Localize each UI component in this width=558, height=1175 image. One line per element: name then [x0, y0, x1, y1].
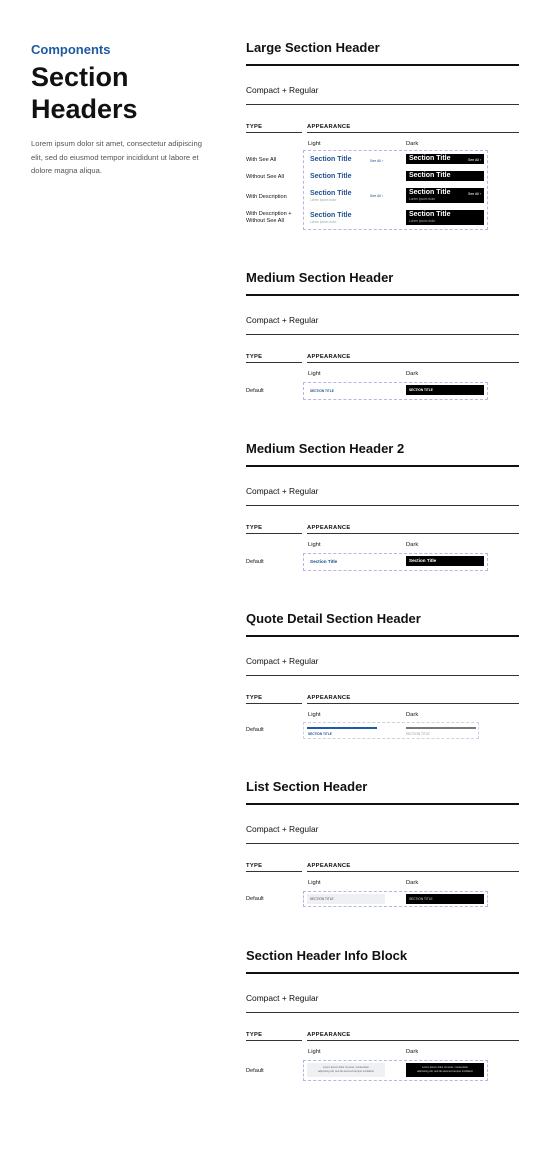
light-section-title: SECTION TITLE — [310, 389, 334, 393]
light-section-title: Section Title — [310, 559, 338, 564]
dark-label: Dark — [406, 712, 419, 718]
info-line: Lorem ipsum dolor sit amet, consectetur — [421, 1066, 469, 1069]
section-title: Large Section Header — [246, 40, 380, 55]
dark-section-title: SECTION TITLE — [406, 732, 430, 736]
page-title-line2: Headers — [31, 94, 138, 124]
dark-sample — [406, 894, 484, 904]
description-text: Lorem ipsum dolor — [409, 197, 436, 201]
dark-section-title: Section Title — [409, 172, 451, 179]
divider — [246, 334, 519, 335]
appearance-header: APPEARANCE — [307, 124, 351, 130]
dark-accent-bar — [406, 727, 476, 729]
light-section-title: Section Title — [310, 212, 352, 219]
dark-label: Dark — [406, 880, 419, 886]
light-sample — [310, 190, 352, 202]
light-label: Light — [308, 141, 321, 147]
light-label: Light — [308, 371, 321, 377]
divider — [246, 465, 519, 467]
row-label: With Description — [246, 194, 287, 200]
divider — [307, 533, 519, 534]
divider — [246, 843, 519, 844]
light-section-title: SECTION TITLE — [308, 732, 332, 736]
row-label: Default — [246, 896, 264, 902]
row-label: Default — [246, 727, 264, 733]
divider — [246, 871, 302, 872]
dark-section-title: SECTION TITLE — [409, 897, 433, 901]
section-quote-detail — [246, 611, 519, 743]
divider — [246, 635, 519, 637]
section-large — [246, 40, 519, 230]
row-label: With Description + Without See All — [246, 211, 292, 224]
section-subtitle: Compact + Regular — [246, 656, 319, 666]
section-title: List Section Header — [246, 779, 368, 794]
light-sample — [310, 212, 352, 224]
info-line: adipiscing elit, sed do eiusmod tempor incididunt — [318, 1069, 374, 1073]
section-title: Section Header Info Block — [246, 948, 408, 963]
divider — [307, 362, 519, 363]
light-label: Light — [308, 712, 321, 718]
description-text: Lorem ipsum dolor — [310, 198, 337, 202]
dark-sample — [406, 188, 484, 203]
preview-frame — [303, 722, 479, 739]
eyebrow-label: Components — [31, 42, 111, 57]
light-label: Light — [308, 1049, 321, 1055]
appearance-header: APPEARANCE — [307, 863, 351, 869]
divider — [246, 132, 302, 133]
type-header: TYPE — [246, 1032, 263, 1038]
divider — [246, 675, 519, 676]
section-subtitle: Compact + Regular — [246, 486, 319, 496]
dark-title-group — [409, 211, 451, 223]
divider — [246, 803, 519, 805]
dark-section-title: Section Title — [409, 155, 451, 162]
row-label: With See All — [246, 157, 277, 163]
see-all-link[interactable]: See All › — [468, 158, 482, 162]
section-info-block — [246, 948, 519, 1083]
description-text: Lorem ipsum dolor — [310, 220, 337, 224]
see-all-link[interactable]: See All › — [468, 192, 482, 196]
row-label: Without See All — [246, 174, 284, 180]
section-subtitle: Compact + Regular — [246, 85, 319, 95]
page-title-line1: Section — [31, 62, 129, 92]
light-label: Light — [308, 880, 321, 886]
divider — [246, 533, 302, 534]
divider — [246, 505, 519, 506]
divider — [307, 132, 519, 133]
section-medium — [246, 270, 519, 402]
light-sample — [307, 894, 385, 904]
section-title: Medium Section Header 2 — [246, 441, 405, 456]
divider — [246, 703, 302, 704]
intro-description: Lorem ipsum dolor sit amet, consectetur adipiscing elit, sed do eiusmod tempor incididunt ut labore et dolore magna aliqua. — [31, 139, 202, 175]
appearance-header: APPEARANCE — [307, 695, 351, 701]
section-subtitle: Compact + Regular — [246, 824, 319, 834]
dark-section-title: Section Title — [409, 189, 451, 196]
section-subtitle: Compact + Regular — [246, 315, 319, 325]
info-line: Lorem ipsum dolor sit amet, consectetur — [322, 1066, 370, 1069]
section-title: Quote Detail Section Header — [246, 611, 421, 626]
info-line: adipiscing elit, sed do eiusmod tempor incididunt — [417, 1069, 473, 1073]
dark-sample — [406, 171, 484, 181]
light-info-block — [307, 1063, 385, 1077]
type-header: TYPE — [246, 695, 263, 701]
light-accent-bar — [307, 727, 377, 729]
divider — [246, 362, 302, 363]
type-header: TYPE — [246, 863, 263, 869]
divider — [307, 703, 519, 704]
light-label: Light — [308, 542, 321, 548]
divider — [246, 972, 519, 974]
dark-label: Dark — [406, 542, 419, 548]
dark-sample — [406, 210, 484, 225]
dark-info-block — [406, 1063, 484, 1077]
section-medium-2 — [246, 441, 519, 573]
type-header: TYPE — [246, 525, 263, 531]
dark-title-group — [409, 189, 451, 201]
dark-sample — [406, 154, 484, 164]
type-header: TYPE — [246, 124, 263, 130]
see-all-link[interactable]: See All › — [370, 194, 384, 198]
dark-section-title: SECTION TITLE — [409, 388, 433, 392]
section-list — [246, 779, 519, 911]
divider — [246, 294, 519, 296]
dark-section-title: Section Title — [409, 211, 451, 218]
see-all-link[interactable]: See All › — [370, 159, 384, 163]
dark-sample — [406, 385, 484, 395]
intro-panel — [31, 42, 211, 178]
divider — [246, 104, 519, 105]
divider — [307, 1040, 519, 1041]
row-label: Default — [246, 1068, 264, 1074]
dark-label: Dark — [406, 141, 419, 147]
section-title: Medium Section Header — [246, 270, 394, 285]
type-header: TYPE — [246, 354, 263, 360]
light-section-title: Section Title — [310, 156, 352, 163]
light-section-title: Section Title — [310, 190, 352, 197]
divider — [246, 1012, 519, 1013]
appearance-header: APPEARANCE — [307, 525, 351, 531]
appearance-header: APPEARANCE — [307, 1032, 351, 1038]
light-section-title: SECTION TITLE — [310, 897, 334, 901]
section-subtitle: Compact + Regular — [246, 993, 319, 1003]
light-section-title: Section Title — [310, 173, 352, 180]
page-title — [31, 61, 211, 125]
row-label: Default — [246, 388, 264, 394]
dark-label: Dark — [406, 371, 419, 377]
divider — [307, 871, 519, 872]
row-label: Default — [246, 559, 264, 565]
dark-sample — [406, 556, 484, 566]
divider — [246, 64, 519, 66]
dark-label: Dark — [406, 1049, 419, 1055]
appearance-header: APPEARANCE — [307, 354, 351, 360]
divider — [246, 1040, 302, 1041]
description-text: Lorem ipsum dolor — [409, 219, 436, 223]
dark-section-title: Section Title — [409, 558, 437, 563]
